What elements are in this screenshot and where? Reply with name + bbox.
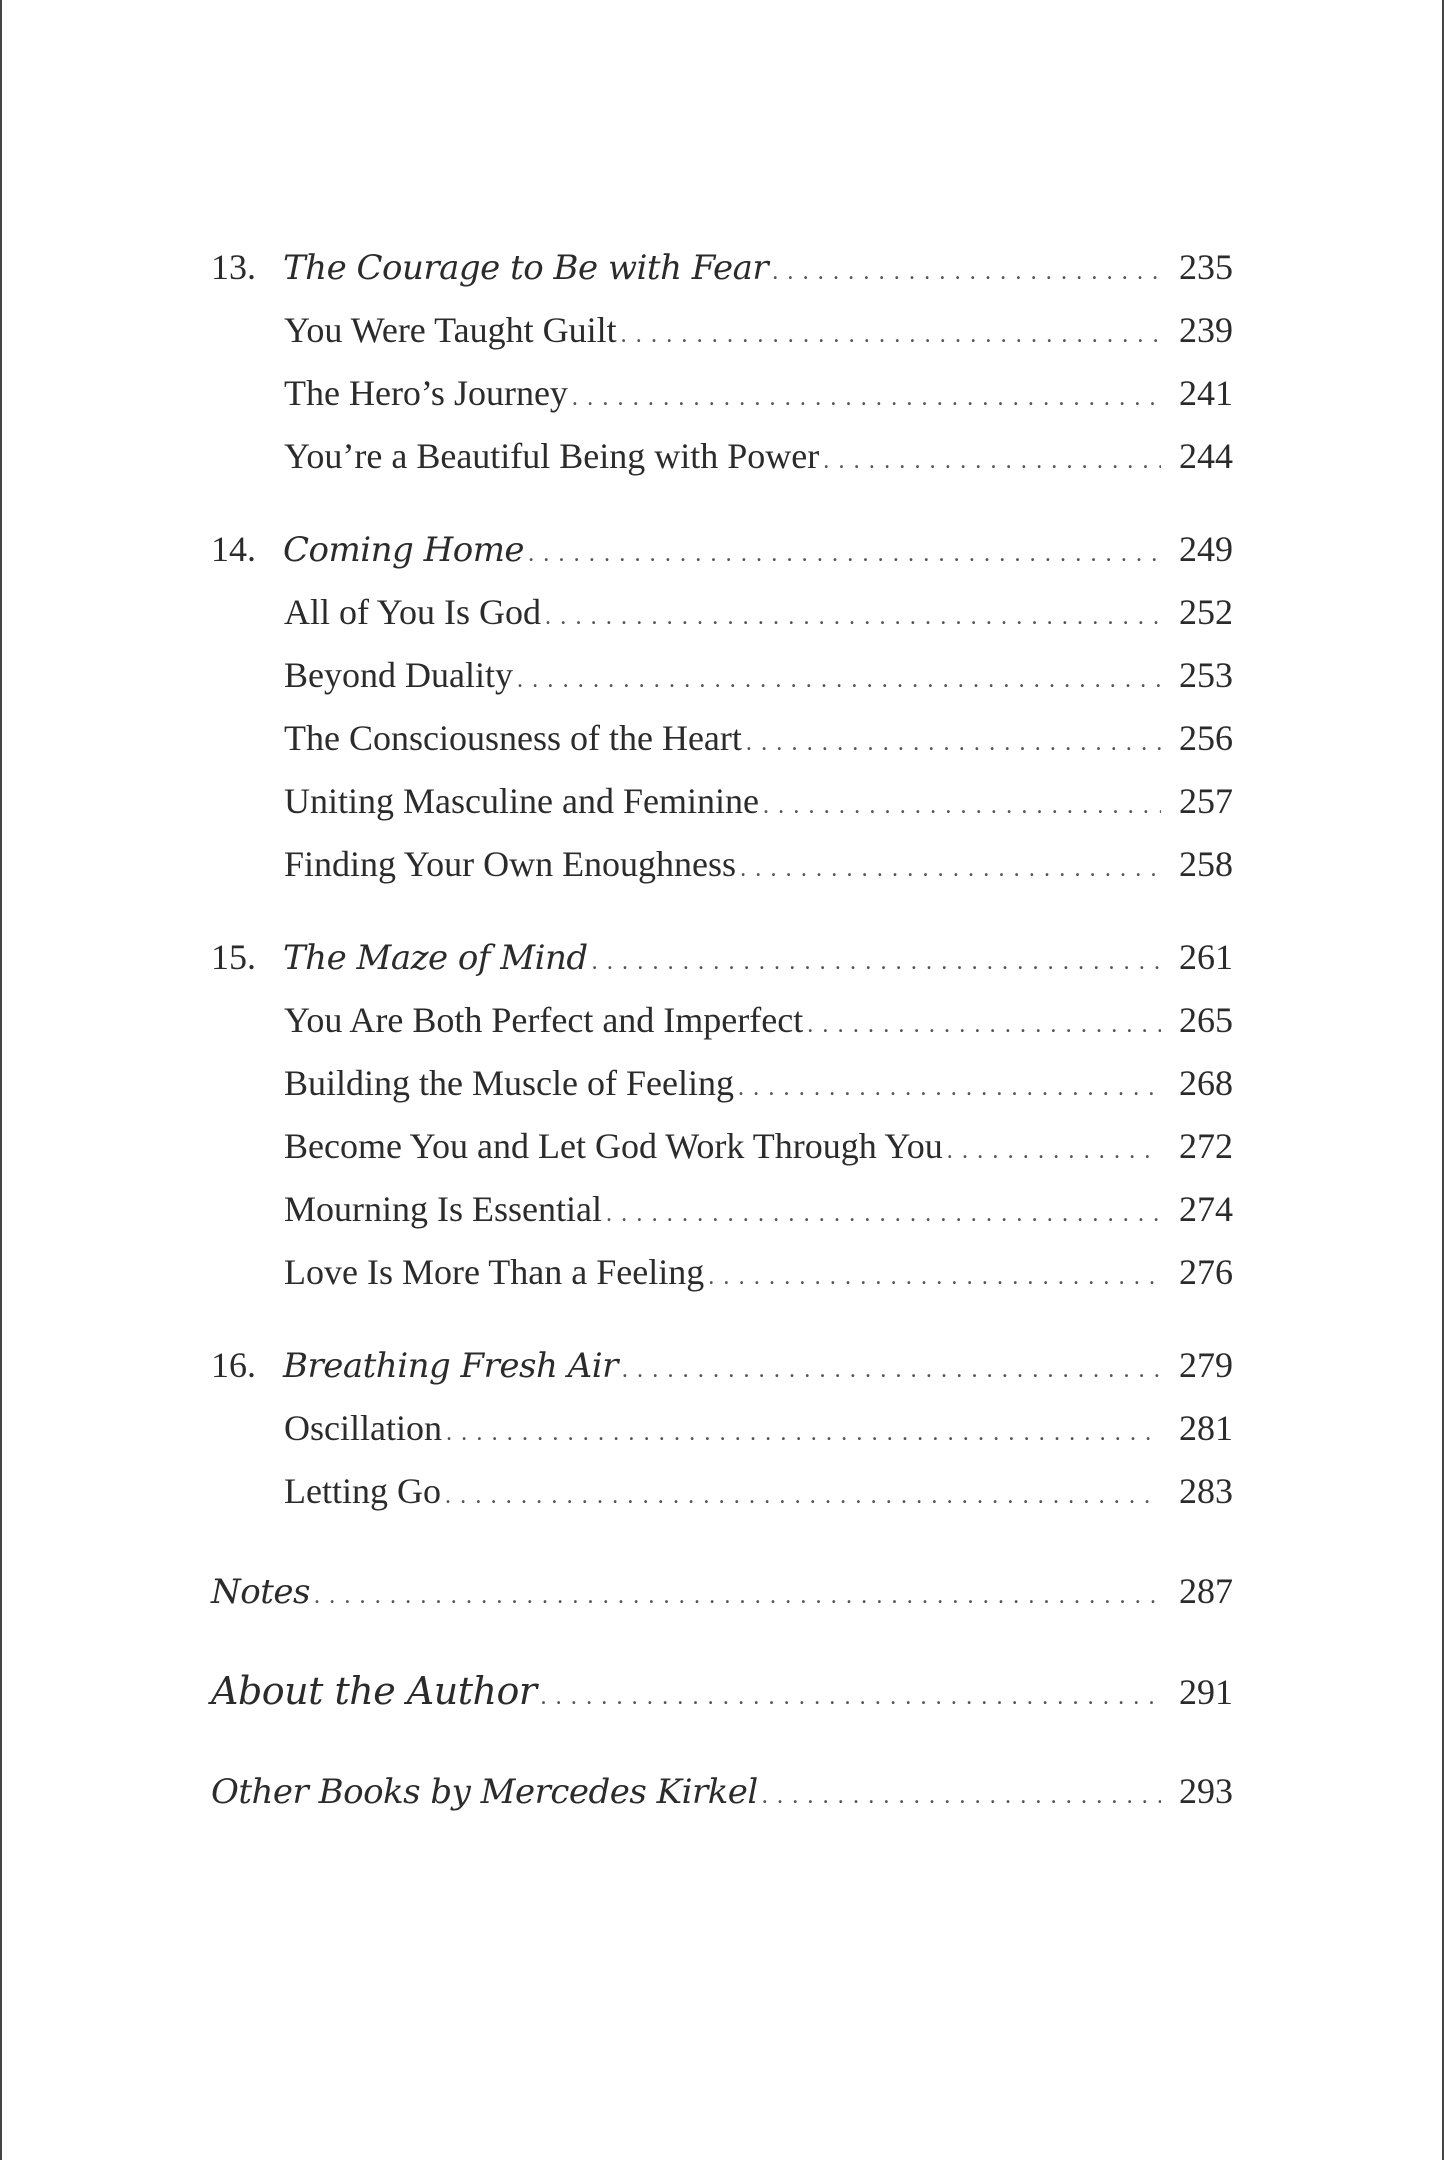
toc-other-books[interactable] bbox=[211, 1760, 1233, 1823]
section-title: You Are Both Perfect and Imperfect bbox=[284, 1000, 804, 1040]
page-number: 249 bbox=[1179, 529, 1233, 569]
section-title: Oscillation bbox=[284, 1408, 442, 1448]
section-title: Mourning Is Essential bbox=[284, 1189, 602, 1229]
dot-leader bbox=[823, 430, 1161, 493]
dot-leader bbox=[540, 1666, 1161, 1729]
section-title: Building the Muscle of Feeling bbox=[284, 1063, 734, 1103]
page-number: 235 bbox=[1179, 247, 1233, 287]
toc-section[interactable] bbox=[211, 425, 1233, 488]
toc-section[interactable] bbox=[211, 299, 1233, 362]
chapter-title: Breathing Fresh Air bbox=[283, 1346, 618, 1386]
section-title: Letting Go bbox=[284, 1471, 441, 1511]
chapter-number: 13. bbox=[211, 247, 256, 287]
page-number: 256 bbox=[1179, 718, 1233, 758]
dot-leader bbox=[592, 931, 1161, 994]
back-matter-title: Notes bbox=[211, 1572, 310, 1612]
dot-leader bbox=[517, 649, 1161, 712]
toc-section[interactable] bbox=[211, 707, 1233, 770]
dot-leader bbox=[740, 838, 1161, 901]
page-number: 291 bbox=[1179, 1672, 1233, 1712]
page-number: 244 bbox=[1179, 436, 1233, 476]
back-matter-title: About the Author bbox=[211, 1669, 537, 1713]
page-number: 261 bbox=[1179, 937, 1233, 977]
dot-leader bbox=[763, 775, 1161, 838]
page-number: 268 bbox=[1179, 1063, 1233, 1103]
toc-chapter-14[interactable] bbox=[211, 518, 1233, 581]
dot-leader bbox=[708, 1246, 1161, 1309]
section-title: Finding Your Own Enoughness bbox=[284, 844, 737, 884]
toc-section[interactable] bbox=[211, 833, 1233, 896]
page-number: 253 bbox=[1179, 655, 1233, 695]
chapter-number: 14. bbox=[211, 529, 256, 569]
page-number: 293 bbox=[1179, 1771, 1233, 1811]
dot-leader bbox=[528, 523, 1161, 586]
toc-chapter-13[interactable] bbox=[211, 236, 1233, 299]
page-number: 287 bbox=[1179, 1571, 1233, 1611]
page-number: 283 bbox=[1179, 1471, 1233, 1511]
toc-section[interactable] bbox=[211, 1241, 1233, 1304]
dot-leader bbox=[446, 1402, 1161, 1465]
page-number: 257 bbox=[1179, 781, 1233, 821]
toc-section[interactable] bbox=[211, 989, 1233, 1052]
section-title: Beyond Duality bbox=[284, 655, 513, 695]
chapter-number: 16. bbox=[211, 1345, 256, 1385]
chapter-title: Coming Home bbox=[283, 530, 525, 570]
toc-section[interactable] bbox=[211, 1178, 1233, 1241]
dot-leader bbox=[545, 586, 1161, 649]
back-matter-title: Other Books by Mercedes Kirkel bbox=[211, 1772, 758, 1812]
page-number: 276 bbox=[1179, 1252, 1233, 1292]
table-of-contents bbox=[211, 236, 1233, 1823]
section-title: Uniting Masculine and Feminine bbox=[284, 781, 759, 821]
toc-section[interactable] bbox=[211, 581, 1233, 644]
chapter-title: The Maze of Mind bbox=[283, 938, 588, 978]
toc-section[interactable] bbox=[211, 1460, 1233, 1523]
dot-leader bbox=[445, 1465, 1161, 1528]
dot-leader bbox=[762, 1765, 1161, 1828]
toc-section[interactable] bbox=[211, 770, 1233, 833]
section-title: All of You Is God bbox=[284, 592, 542, 632]
dot-leader bbox=[621, 304, 1161, 367]
toc-section[interactable] bbox=[211, 1052, 1233, 1115]
toc-chapter-16[interactable] bbox=[211, 1334, 1233, 1397]
page-number: 241 bbox=[1179, 373, 1233, 413]
dot-leader bbox=[314, 1565, 1161, 1628]
dot-leader bbox=[738, 1057, 1161, 1120]
page-number: 252 bbox=[1179, 592, 1233, 632]
dot-leader bbox=[746, 712, 1161, 775]
toc-section[interactable] bbox=[211, 1397, 1233, 1460]
chapter-number: 15. bbox=[211, 937, 256, 977]
dot-leader bbox=[606, 1183, 1161, 1246]
toc-section[interactable] bbox=[211, 1115, 1233, 1178]
section-title: Become You and Let God Work Through You bbox=[284, 1126, 943, 1166]
page-number: 274 bbox=[1179, 1189, 1233, 1229]
page-number: 258 bbox=[1179, 844, 1233, 884]
dot-leader bbox=[947, 1120, 1161, 1183]
page-number: 281 bbox=[1179, 1408, 1233, 1448]
dot-leader bbox=[622, 1339, 1161, 1402]
toc-section[interactable] bbox=[211, 644, 1233, 707]
section-title: The Hero’s Journey bbox=[284, 373, 568, 413]
page-number: 239 bbox=[1179, 310, 1233, 350]
section-title: You’re a Beautiful Being with Power bbox=[284, 436, 820, 476]
page-number: 272 bbox=[1179, 1126, 1233, 1166]
dot-leader bbox=[807, 994, 1161, 1057]
toc-chapter-15[interactable] bbox=[211, 926, 1233, 989]
toc-notes[interactable] bbox=[211, 1560, 1233, 1623]
section-title: Love Is More Than a Feeling bbox=[284, 1252, 705, 1292]
toc-section[interactable] bbox=[211, 362, 1233, 425]
toc-about-the-author[interactable] bbox=[211, 1660, 1233, 1723]
page-number: 265 bbox=[1179, 1000, 1233, 1040]
section-title: You Were Taught Guilt bbox=[284, 310, 617, 350]
chapter-title: The Courage to Be with Fear bbox=[283, 248, 769, 288]
dot-leader bbox=[772, 241, 1161, 304]
section-title: The Consciousness of the Heart bbox=[284, 718, 742, 758]
dot-leader bbox=[572, 367, 1161, 430]
page-number: 279 bbox=[1179, 1345, 1233, 1385]
